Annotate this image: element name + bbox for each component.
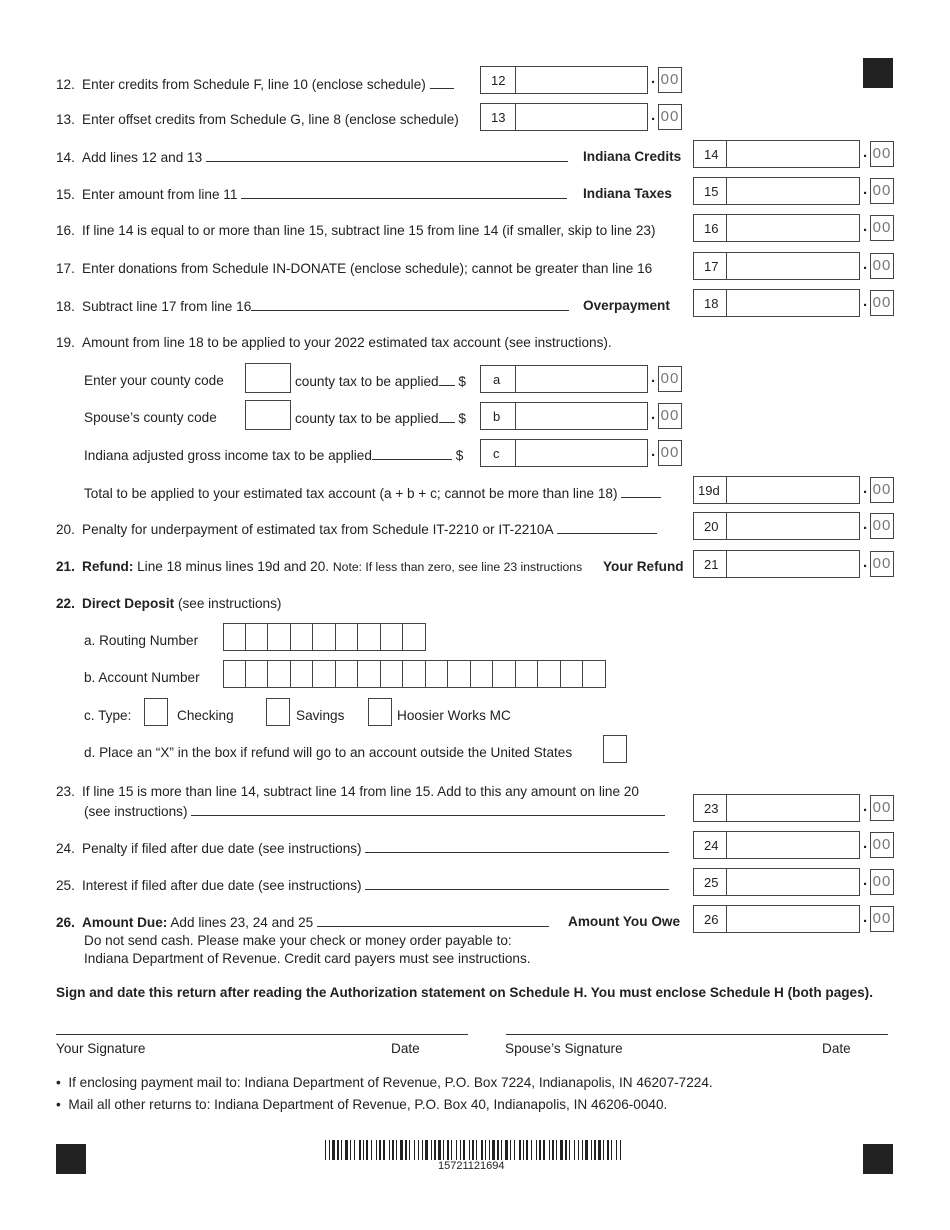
account-number-digit-box[interactable]: [336, 660, 359, 688]
line-14-number-box: 14: [693, 140, 727, 168]
line-24-amount-input[interactable]: [726, 831, 860, 859]
outside-us-checkbox[interactable]: [603, 735, 627, 763]
line-23-amount-input[interactable]: [726, 794, 860, 822]
hoosier-works-checkbox[interactable]: [368, 698, 392, 726]
line-21-label: Your Refund: [603, 559, 684, 574]
barcode-bar: [366, 1140, 368, 1160]
line-24-cents: 00: [870, 832, 894, 858]
line-18: 18. Subtract line 17 from line 16: [56, 298, 569, 314]
barcode-bar: [505, 1140, 508, 1160]
line-19a-county-tax: county tax to be applied $: [295, 374, 466, 389]
line-20-number-box: 20: [693, 512, 727, 540]
line-15-cents: 00: [870, 178, 894, 204]
barcode-bar: [389, 1140, 390, 1160]
barcode-bar: [497, 1140, 499, 1160]
barcode-bar: [409, 1140, 410, 1160]
barcode-bar: [549, 1140, 550, 1160]
barcode-bar: [463, 1140, 465, 1160]
line-19a-cents: 00: [658, 366, 682, 392]
barcode-bar: [523, 1140, 524, 1160]
barcode-bar: [616, 1140, 617, 1160]
line-23-number-box: 23: [693, 794, 727, 822]
your-date-label: Date: [391, 1041, 420, 1056]
account-number-digit-box[interactable]: [516, 660, 539, 688]
line-19b-county-tax: county tax to be applied $: [295, 411, 466, 426]
line-19a-letter-box: a: [480, 365, 516, 393]
line-19d-cents: 00: [870, 477, 894, 503]
line-23: 23. If line 15 is more than line 14, subtract line 14 from line 15. Add to this any amount on line 20: [56, 784, 639, 799]
line-12-cents: 00: [658, 67, 682, 93]
line-14-label: Indiana Credits: [583, 149, 682, 164]
barcode-bar: [325, 1140, 326, 1160]
barcode-bar: [620, 1140, 621, 1160]
routing-number-label: a. Routing Number: [84, 633, 199, 648]
routing-number-digit-box[interactable]: [268, 623, 291, 651]
line-17-amount-input[interactable]: [726, 252, 860, 280]
barcode-bar: [585, 1140, 588, 1160]
line-12-number-box: 12: [480, 66, 516, 94]
barcode-bar: [591, 1140, 592, 1160]
your-signature-line[interactable]: [56, 1034, 468, 1035]
line-19c-cents: 00: [658, 440, 682, 466]
barcode-bar: [438, 1140, 441, 1160]
barcode-bar: [472, 1140, 474, 1160]
line-19c-amount-input[interactable]: [515, 439, 648, 467]
line-26-amount-input[interactable]: [726, 905, 860, 933]
line-16-cents: 00: [870, 215, 894, 241]
barcode-bar: [363, 1140, 364, 1160]
account-number-digit-box[interactable]: [358, 660, 381, 688]
line-25-amount-input[interactable]: [726, 868, 860, 896]
barcode-bar: [569, 1140, 570, 1160]
account-number-digit-box[interactable]: [471, 660, 494, 688]
barcode-bar: [405, 1140, 407, 1160]
line-26-label: Amount You Owe: [568, 914, 681, 929]
line-26-cents: 00: [870, 906, 894, 932]
barcode-bar: [371, 1140, 372, 1160]
line-22: 22. Direct Deposit (see instructions): [56, 596, 282, 611]
mail-other: • Mail all other returns to: Indiana Department of Revenue, P.O. Box 40, Indianapolis, IN 46206-0040.: [56, 1097, 668, 1112]
line-14-cents: 00: [870, 141, 894, 167]
line-15-number-box: 15: [693, 177, 727, 205]
barcode-bar: [603, 1140, 604, 1160]
line-19b-text: Spouse’s county code: [84, 410, 217, 425]
line-19c-letter-box: c: [480, 439, 516, 467]
barcode-bar: [359, 1140, 361, 1160]
line-19d-amount-input[interactable]: [726, 476, 860, 504]
routing-number-digit-box[interactable]: [403, 623, 426, 651]
line-19: 19. Amount from line 18 to be applied to your 2022 estimated tax account (see instructions).: [56, 335, 612, 350]
barcode-bar: [418, 1140, 419, 1160]
line-13-number-box: 13: [480, 103, 516, 131]
line-20-amount-input[interactable]: [726, 512, 860, 540]
barcode-bar: [560, 1140, 563, 1160]
barcode-bar: [485, 1140, 486, 1160]
barcode-bar: [460, 1140, 461, 1160]
barcode-bar: [510, 1140, 511, 1160]
account-number-label: b. Account Number: [84, 670, 200, 685]
line-13-text: Enter offset credits from Schedule G, line 8 (enclose schedule): [82, 112, 459, 127]
account-number-digit-box[interactable]: [583, 660, 606, 688]
registration-mark-top-right: [863, 58, 893, 88]
line-24: 24. Penalty if filed after due date (see instructions): [56, 840, 669, 856]
barcode-bar: [531, 1140, 532, 1160]
barcode-bar: [332, 1140, 335, 1160]
line-12: 12. Enter credits from Schedule F, line 10 (enclose schedule): [56, 76, 454, 92]
mail-payment: • If enclosing payment mail to: Indiana Department of Revenue, P.O. Box 7224, Indianapolis, IN 46207-7224.: [56, 1075, 713, 1090]
account-number-digit-box[interactable]: [268, 660, 291, 688]
line-18-number-box: 18: [693, 289, 727, 317]
barcode: [325, 1140, 625, 1162]
checking-label: Checking: [177, 708, 234, 723]
line-25-cents: 00: [870, 869, 894, 895]
line-14: 14. Add lines 12 and 13: [56, 149, 568, 165]
line-26: 26. Amount Due: Add lines 23, 24 and 25: [56, 914, 549, 930]
spouse-county-code-input[interactable]: [245, 400, 291, 430]
barcode-bar: [556, 1140, 557, 1160]
line-19b-letter-box: b: [480, 402, 516, 430]
line-26-note-1: Do not send cash. Please make your check or money order payable to:: [84, 933, 512, 948]
account-number-digit-box[interactable]: [493, 660, 516, 688]
routing-number-digit-box[interactable]: [246, 623, 269, 651]
line-17-cents: 00: [870, 253, 894, 279]
barcode-bar: [492, 1140, 495, 1160]
line-15-amount-input[interactable]: [726, 177, 860, 205]
line-21-cents: 00: [870, 551, 894, 577]
barcode-bar: [565, 1140, 567, 1160]
barcode-bar: [501, 1140, 502, 1160]
barcode-bar: [451, 1140, 452, 1160]
account-number-digit-box[interactable]: [313, 660, 336, 688]
line-20: 20. Penalty for underpayment of estimated tax from Schedule IT-2210 or IT-2210A: [56, 521, 657, 537]
barcode-bar: [447, 1140, 449, 1160]
line-21-amount-input[interactable]: [726, 550, 860, 578]
barcode-bar: [574, 1140, 575, 1160]
line-26-number-box: 26: [693, 905, 727, 933]
account-number-digit-box[interactable]: [426, 660, 449, 688]
line-19d: Total to be applied to your estimated tax account (a + b + c; cannot be more than line 18): [84, 485, 661, 501]
line-13: 13. Enter offset credits from Schedule G, line 8 (enclose schedule): [56, 112, 459, 127]
barcode-bar: [526, 1140, 528, 1160]
barcode-bar: [536, 1140, 537, 1160]
line-21-number-box: 21: [693, 550, 727, 578]
line-18-label: Overpayment: [583, 298, 670, 313]
account-type-label: c. Type:: [84, 708, 132, 723]
barcode-bar: [354, 1140, 355, 1160]
sign-statement: Sign and date this return after reading the Authorization statement on Schedule H. You must enclose Schedule H (both pages).: [56, 985, 873, 1000]
barcode-bar: [607, 1140, 609, 1160]
barcode-bar: [337, 1140, 339, 1160]
outside-us-label: d. Place an “X” in the box if refund will go to an account outside the United States: [84, 745, 573, 760]
barcode-bar: [329, 1140, 330, 1160]
line-16: 16. If line 14 is equal to or more than line 15, subtract line 15 from line 14 (if smaller, skip to line 23): [56, 223, 656, 238]
line-13-cents: 00: [658, 104, 682, 130]
line-19a-amount-input[interactable]: [515, 365, 648, 393]
barcode-bar: [481, 1140, 483, 1160]
line-18-amount-input[interactable]: [726, 289, 860, 317]
barcode-bar: [456, 1140, 457, 1160]
barcode-bar: [414, 1140, 415, 1160]
barcode-bar: [489, 1140, 490, 1160]
checking-checkbox[interactable]: [144, 698, 168, 726]
line-20-cents: 00: [870, 513, 894, 539]
line-12-amount-input[interactable]: [515, 66, 648, 94]
barcode-bar: [422, 1140, 423, 1160]
barcode-bar: [379, 1140, 381, 1160]
savings-checkbox[interactable]: [266, 698, 290, 726]
hoosier-works-label: Hoosier Works MC: [397, 708, 511, 723]
line-19a-text: Enter your county code: [84, 373, 224, 388]
account-number-digit-box[interactable]: [246, 660, 269, 688]
barcode-bar: [396, 1140, 397, 1160]
spouse-date-label: Date: [822, 1041, 851, 1056]
account-number-digit-box[interactable]: [448, 660, 471, 688]
line-19d-number-box: 19d: [693, 476, 727, 504]
barcode-bar: [341, 1140, 342, 1160]
your-signature-label: Your Signature: [56, 1041, 146, 1056]
line-15-label: Indiana Taxes: [583, 186, 672, 201]
line-13-amount-input[interactable]: [515, 103, 648, 131]
barcode-bar: [539, 1140, 541, 1160]
line-23-continued: (see instructions): [84, 803, 665, 819]
account-number-digit-box[interactable]: [561, 660, 584, 688]
account-number-digit-box[interactable]: [403, 660, 426, 688]
barcode-bar: [376, 1140, 377, 1160]
barcode-bar: [594, 1140, 596, 1160]
account-number-digit-box[interactable]: [291, 660, 314, 688]
barcode-bar: [578, 1140, 579, 1160]
barcode-bar: [431, 1140, 432, 1160]
barcode-bar: [582, 1140, 583, 1160]
barcode-bar: [383, 1140, 385, 1160]
account-number-digit-box[interactable]: [381, 660, 404, 688]
barcode-bar: [345, 1140, 348, 1160]
line-25: 25. Interest if filed after due date (see instructions): [56, 877, 669, 893]
account-number-digit-box[interactable]: [538, 660, 561, 688]
line-24-number-box: 24: [693, 831, 727, 859]
barcode-bar: [469, 1140, 470, 1160]
routing-number-digit-box[interactable]: [223, 623, 246, 651]
barcode-bar: [443, 1140, 444, 1160]
line-19b-cents: 00: [658, 403, 682, 429]
barcode-bar: [425, 1140, 428, 1160]
line-25-number-box: 25: [693, 868, 727, 896]
routing-number-digit-box[interactable]: [381, 623, 404, 651]
barcode-bar: [552, 1140, 554, 1160]
routing-number-digit-box[interactable]: [291, 623, 314, 651]
barcode-bar: [434, 1140, 436, 1160]
line-16-amount-input[interactable]: [726, 214, 860, 242]
savings-label: Savings: [296, 708, 345, 723]
barcode-bar: [598, 1140, 601, 1160]
line-16-number-box: 16: [693, 214, 727, 242]
line-19b-amount-input[interactable]: [515, 402, 648, 430]
registration-mark-bottom-right: [863, 1144, 893, 1174]
account-number-digit-box[interactable]: [223, 660, 246, 688]
spouse-signature-line[interactable]: [506, 1034, 888, 1035]
line-12-text: Enter credits from Schedule F, line 10 (enclose schedule): [82, 77, 426, 92]
barcode-bar: [519, 1140, 521, 1160]
line-21: 21. Refund: Line 18 minus lines 19d and 20. Note: If less than zero, see line 23 instructions: [56, 559, 583, 574]
barcode-bar: [350, 1140, 351, 1160]
barcode-bar: [400, 1140, 403, 1160]
county-code-input[interactable]: [245, 363, 291, 393]
barcode-bar: [392, 1140, 394, 1160]
registration-mark-bottom-left: [56, 1144, 86, 1174]
routing-number-digit-box[interactable]: [358, 623, 381, 651]
line-18-cents: 00: [870, 290, 894, 316]
barcode-bar: [611, 1140, 612, 1160]
line-17: 17. Enter donations from Schedule IN-DONATE (enclose schedule); cannot be greater than line 16: [56, 261, 653, 276]
barcode-number: 15721121694: [438, 1160, 505, 1172]
line-15: 15. Enter amount from line 11: [56, 186, 567, 202]
line-14-amount-input[interactable]: [726, 140, 860, 168]
barcode-bar: [543, 1140, 545, 1160]
routing-number-digit-box[interactable]: [336, 623, 359, 651]
line-26-note-2: Indiana Department of Revenue. Credit card payers must see instructions.: [84, 951, 531, 966]
line-23-cents: 00: [870, 795, 894, 821]
line-19c: Indiana adjusted gross income tax to be applied $: [84, 448, 464, 463]
spouse-signature-label: Spouse’s Signature: [505, 1041, 623, 1056]
line-17-number-box: 17: [693, 252, 727, 280]
barcode-bar: [476, 1140, 477, 1160]
barcode-bar: [514, 1140, 515, 1160]
routing-number-digit-box[interactable]: [313, 623, 336, 651]
